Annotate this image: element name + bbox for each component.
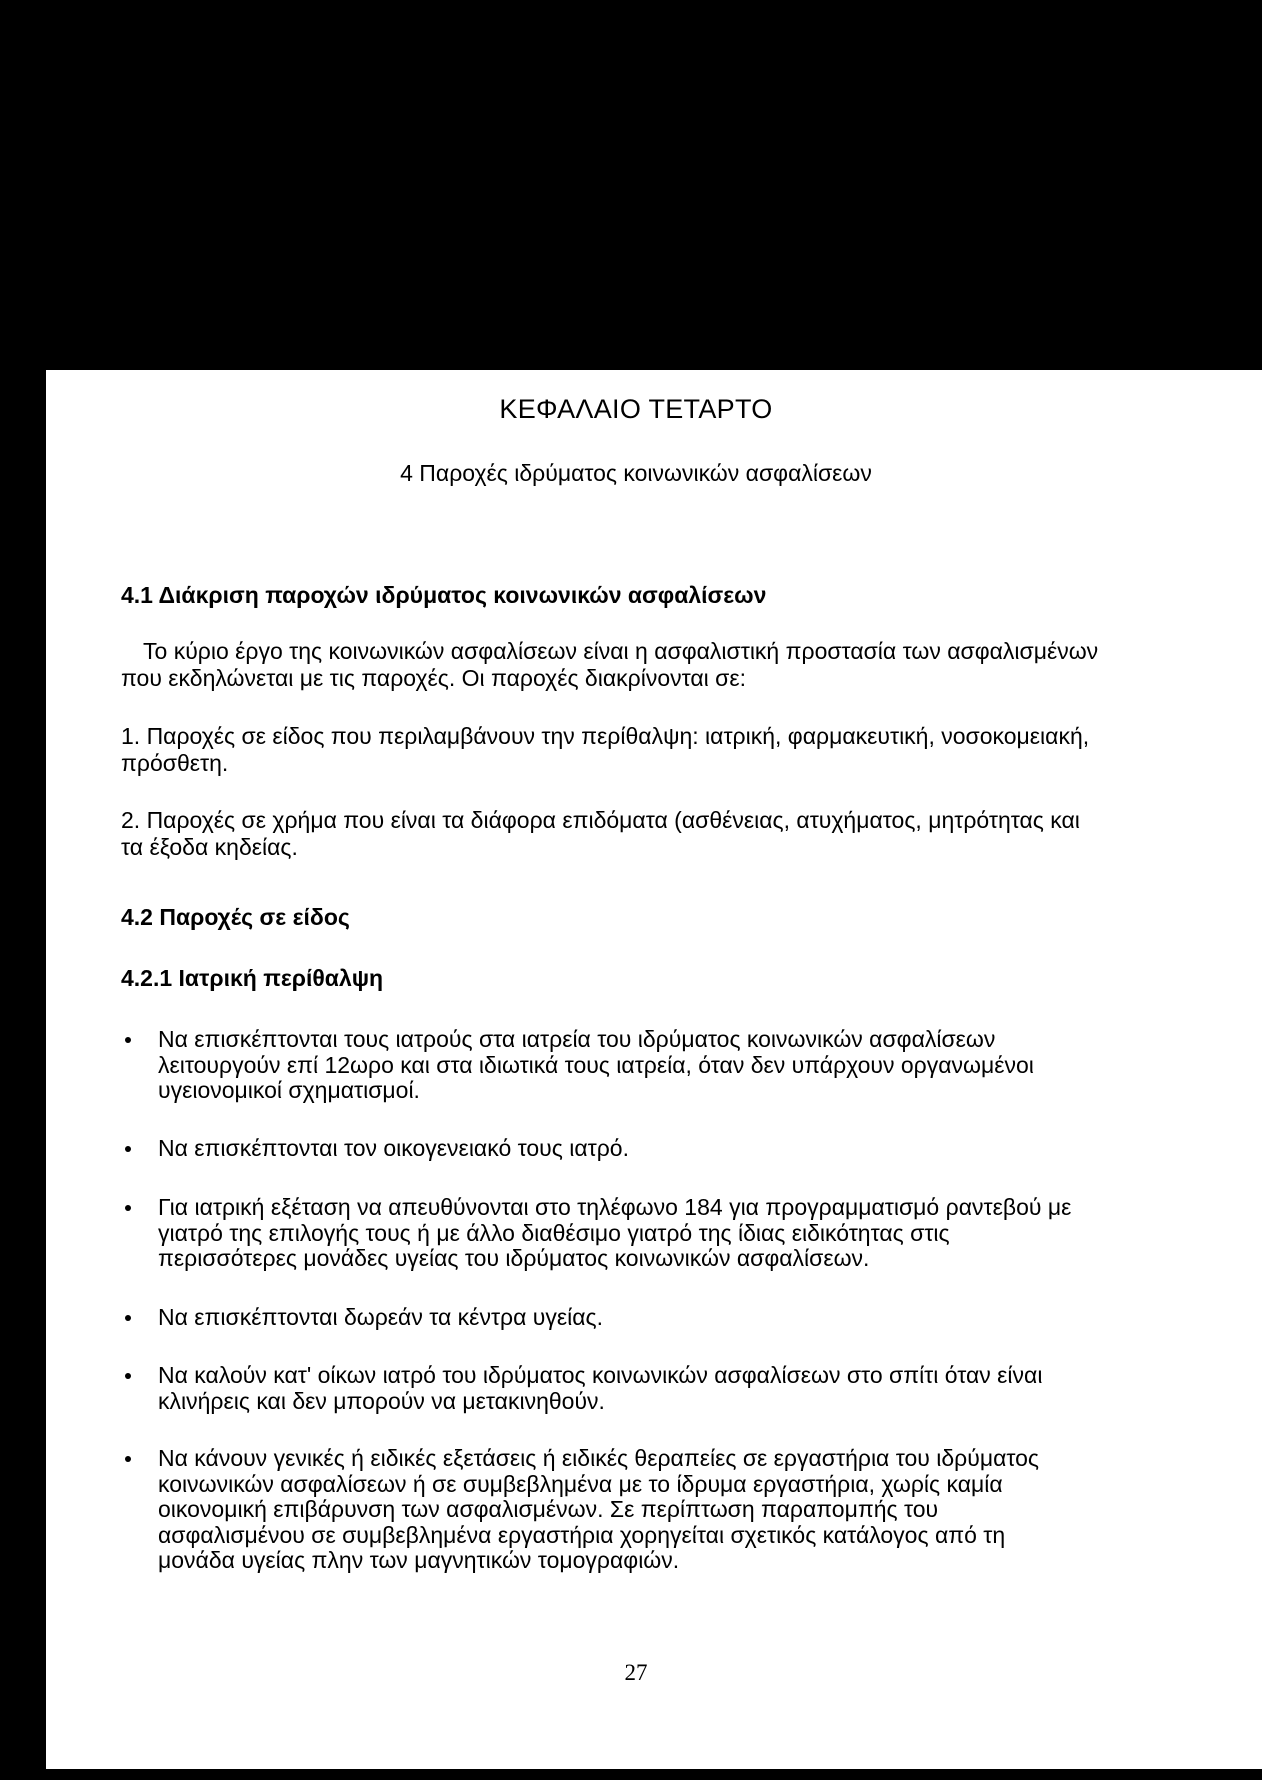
list-item: [121, 1305, 1121, 1331]
list-item: [121, 1363, 1121, 1414]
page-number: 27: [624, 1660, 648, 1685]
section-4-1-item-1: 1. Παροχές σε είδος που περιλαμβάνουν την περίθαλψη: ιατρική, φαρμακευτική, νοσοκομειακή, πρόσθετη.: [121, 723, 1090, 776]
scan-margin-line: [30, 710, 31, 1430]
bullet-dot: [125, 1037, 131, 1043]
section-4-2-heading: 4.2 Παροχές σε είδος: [121, 904, 350, 930]
list-item-text: Να καλούν κατ' οίκων ιατρό του ιδρύματος κοινωνικών ασφαλίσεων στο σπίτι όταν είναι κλινήρεις και δεν μπορούν να μετακινηθούν.: [158, 1362, 1043, 1414]
bullet-dot: [125, 1373, 131, 1379]
chapter-subtitle: 4 Παροχές ιδρύματος κοινωνικών ασφαλίσεων: [400, 460, 872, 486]
list-item-text: Να επισκέπτονται τους ιατρούς στα ιατρεία του ιδρύματος κοινωνικών ασφαλίσεων λειτουργούν επί 12ωρο και στα ιδιωτικά τους ιατρεία, όταν δεν υπάρχουν οργανωμένοι υγειονομικοί σχηματισμοί.: [158, 1026, 1034, 1103]
section-4-1-heading: 4.1 Διάκριση παροχών ιδρύματος κοινωνικών ασφαλίσεων: [121, 582, 767, 608]
bullet-dot: [125, 1315, 131, 1321]
section-4-2-1-heading: 4.2.1 Ιατρική περίθαλψη: [121, 965, 384, 991]
scan-margin-line: [42, 360, 44, 1780]
list-item: [121, 1136, 1121, 1162]
list-item-text: Να επισκέπτονται δωρεάν τα κέντρα υγείας.: [158, 1304, 604, 1330]
list-item: [121, 1195, 1121, 1272]
bullet-dot: [125, 1146, 131, 1152]
list-item: [121, 1446, 1121, 1574]
section-4-1-intro: Το κύριο έργο της κοινωνικών ασφαλίσεων είναι η ασφαλιστική προστασία των ασφαλισμένων που εκδηλώνεται με τις παροχές. Οι παροχές διακρίνονται σε:: [121, 638, 1099, 691]
list-item-text: Για ιατρική εξέταση να απευθύνονται στο τηλέφωνο 184 για προγραμματισμό ραντεβού με γιατρό της επιλογής τους ή με άλλο διαθέσιμο γιατρό της ίδιας ειδικότητας στις περισσότερες μονάδες υγείας του ιδρύματος κοινωνικών ασφαλίσεων.: [158, 1194, 1072, 1271]
list-item: [121, 1027, 1121, 1104]
section-4-1-item-2: 2. Παροχές σε χρήμα που είναι τα διάφορα επιδόματα (ασθένειας, ατυχήματος, μητρότητας και τα έξοδα κηδείας.: [121, 807, 1080, 860]
bullet-dot: [125, 1456, 131, 1462]
chapter-title: ΚΕΦΑΛΑΙΟ ΤΕΤΑΡΤΟ: [499, 394, 773, 424]
document-page: [46, 370, 1262, 1769]
list-item-text: Να επισκέπτονται τον οικογενειακό τους ιατρό.: [158, 1135, 629, 1161]
list-item-text: Να κάνουν γενικές ή ειδικές εξετάσεις ή ειδικές θεραπείες σε εργαστήρια του ιδρύματος κοινωνικών ασφαλίσεων ή σε συμβεβλημένα με το ίδρυμα εργαστήρια, χωρίς καμία οικονομική επιβάρυνση των ασφαλισμένων. Σε περίπτωση παραπομπής του ασφαλισμένου σε συμβεβλημένα εργαστήρια χορηγείται σχετικός κατάλογος από τη μονάδα υγείας πλην των μαγνητικών τομογραφιών.: [158, 1445, 1040, 1573]
bullet-dot: [125, 1205, 131, 1211]
